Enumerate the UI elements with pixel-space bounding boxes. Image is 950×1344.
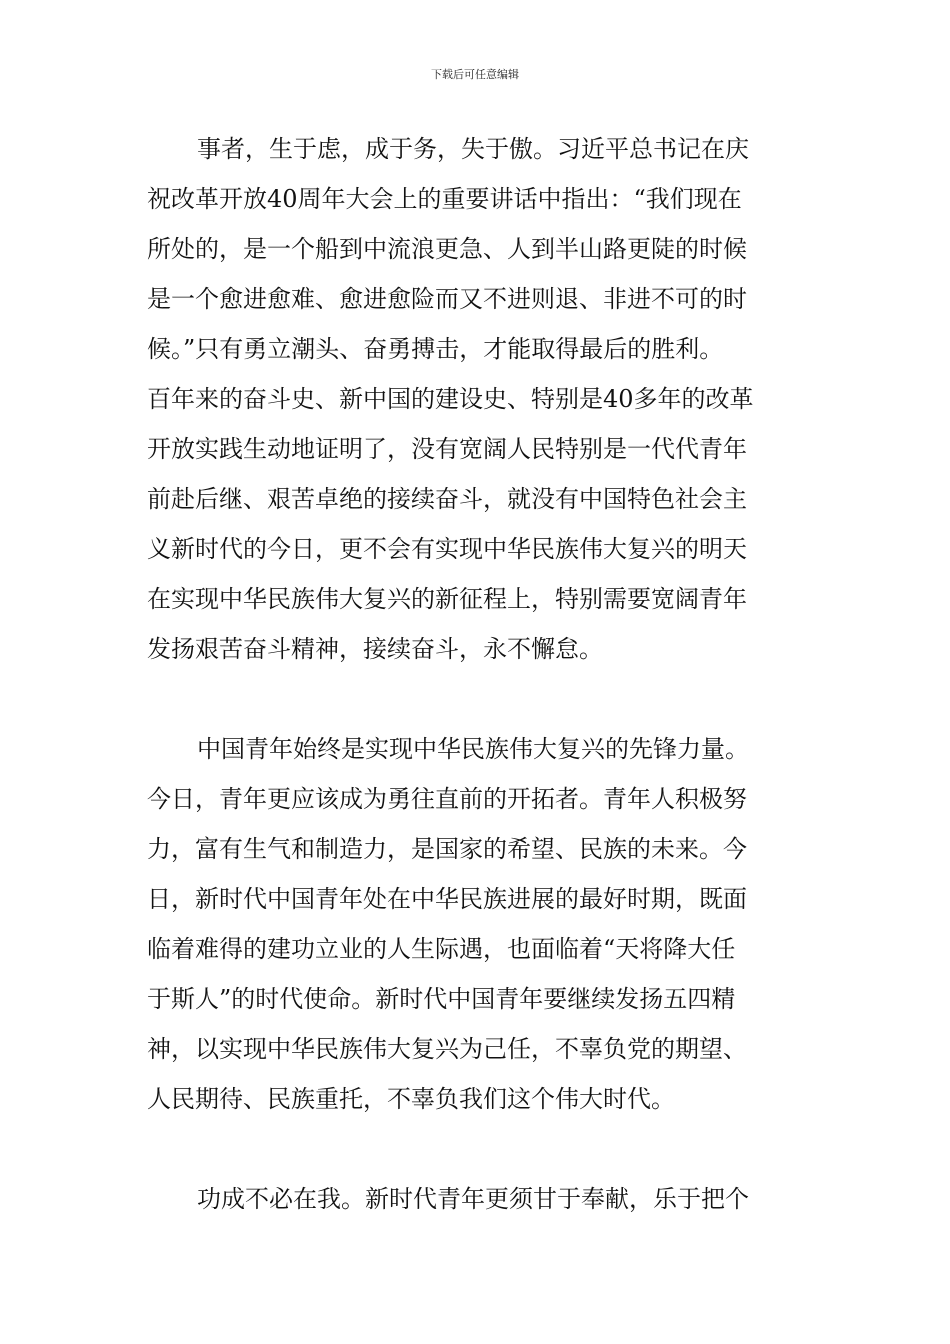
paragraph-line: 人民期待、民族重托，不辜负我们这个伟大时代。 [147,1085,675,1113]
paragraph-line: 祝改革开放40周年大会上的重要讲话中指出：“我们现在 [147,185,742,213]
paragraph-line: 今日，青年更应该成为勇往直前的开拓者。青年人积极努 [147,785,747,813]
paragraph-line: 所处的，是一个船到中流浪更急、人到半山路更陡的时候 [147,235,747,263]
paragraph-2 [147,724,807,1124]
paragraph-line: 中国青年始终是实现中华民族伟大复兴的先锋力量。 [197,735,749,763]
paragraph-line: 功成不必在我。新时代青年更须甘于奉献，乐于把个 [197,1185,749,1213]
paragraph-line: 神，以实现中华民族伟大复兴为己任，不辜负党的期望、 [147,1035,747,1063]
paragraph-line: 开放实践生动地证明了，没有宽阔人民特别是一代代青年 [147,435,747,463]
paragraph-line: 义新时代的今日，更不会有实现中华民族伟大复兴的明天 [147,535,747,563]
paragraph-line: 在实现中华民族伟大复兴的新征程上，特别需要宽阔青年 [147,585,747,613]
paragraph-line: 力，富有生气和制造力，是国家的希望、民族的未来。今 [147,835,747,863]
paragraph-line: 事者，生于虑，成于务，失于傲。习近平总书记在庆 [197,135,749,163]
paragraph-line: 发扬艰苦奋斗精神，接续奋斗，永不懈怠。 [147,635,603,663]
paragraph-line: 候。”只有勇立潮头、奋勇搏击，才能取得最后的胜利。 [147,335,724,363]
paragraph-3 [147,1174,807,1224]
paragraph-line: 是一个愈进愈难、愈进愈险而又不进则退、非进不可的时 [147,285,747,313]
paragraph-line: 于斯人”的时代使命。新时代中国青年要继续发扬五四精 [147,985,736,1013]
paragraph-line: 前赴后继、艰苦卓绝的接续奋斗，就没有中国特色社会主 [147,485,747,513]
page-header: 下载后可任意编辑 [431,68,519,81]
paragraph-1 [147,124,807,674]
paragraph-line: 临着难得的建功立业的人生际遇，也面临着“天将降大任 [147,935,736,963]
paragraph-line: 日，新时代中国青年处在中华民族进展的最好时期，既面 [147,885,747,913]
paragraph-line: 百年来的奋斗史、新中国的建设史、特别是40多年的改革 [147,385,754,413]
